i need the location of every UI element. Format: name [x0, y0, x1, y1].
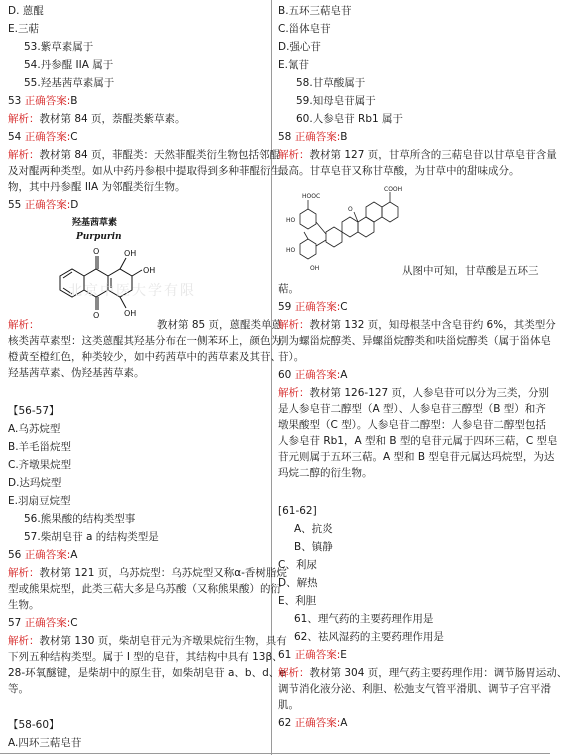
analysis-text: 教材第 304 页，理气药主要药理作用：调节肠胃运动、: [309, 667, 567, 679]
answer-value: C: [70, 131, 78, 143]
analysis-54-line-2: 及对醌两种类型。如从中药丹参根中提取得到多种菲醌衍生: [8, 165, 281, 177]
answer-label: 正确答案:: [294, 301, 341, 313]
analysis-text: 教材第 84 页，萘醌类紫草素。: [39, 113, 186, 125]
glycyrrhizic-acid-structure-figure: [282, 182, 403, 274]
analysis-53: [8, 112, 186, 126]
option-c: C.甾体皂苷: [278, 23, 331, 35]
option-b: B.五环三萜皂苷: [278, 5, 352, 17]
option-b: B.羊毛甾烷型: [8, 441, 72, 453]
answer-label: 正确答案:: [24, 617, 71, 629]
svg-text:HO: HO: [286, 247, 296, 254]
option-a: A、抗炎: [294, 523, 333, 535]
analysis-57: [8, 634, 287, 648]
analysis-57-line-3: 28-环氧醚键，是柴胡中的原生苷，如柴胡皂苷 a、b、d、e: [8, 667, 286, 679]
svg-text:OH: OH: [124, 249, 137, 258]
option-a: A.四环三萜皂苷: [8, 737, 82, 749]
option-e: E.三萜: [8, 23, 39, 35]
analysis-56-line-3: 生物。: [8, 599, 40, 611]
figure-name: Purpurin: [76, 232, 122, 242]
analysis-label: 解析：: [278, 149, 310, 161]
question-53: 53.紫草素属于: [24, 41, 94, 53]
answer-55: [8, 198, 78, 212]
analysis-58: [278, 148, 557, 162]
svg-text:HO: HO: [286, 217, 296, 224]
answer-label: 正确答案:: [294, 649, 341, 661]
answer-value: B: [70, 95, 78, 107]
answer-number: 60: [278, 369, 292, 381]
answer-value: A: [70, 549, 78, 561]
analysis-54: [8, 148, 280, 162]
answer-number: 53: [8, 95, 22, 107]
answer-value: A: [340, 369, 348, 381]
analysis-text: 教材第 127 页，甘草所含的三萜皂苷以甘草皂苷含量: [309, 149, 557, 161]
answer-label: 正确答案:: [24, 95, 71, 107]
analysis-label: 解析：: [8, 113, 40, 125]
svg-text:O: O: [93, 247, 100, 256]
analysis-60-line-3: 墩果酸型（C 型）。人参皂苷二醇型：人参皂苷二醇型包括: [278, 419, 546, 431]
answer-number: 62: [278, 717, 292, 729]
answer-label: 正确答案:: [294, 369, 341, 381]
watermark-text: 北京中医大学有限: [68, 283, 196, 299]
question-57: 57.柴胡皂苷 a 的结构类型是: [24, 531, 159, 543]
svg-text:HOOC: HOOC: [302, 193, 321, 200]
option-d: D、解热: [278, 577, 318, 589]
option-e: E.羽扇豆烷型: [8, 495, 71, 507]
option-c: C、利尿: [278, 559, 317, 571]
answer-label: 正确答案:: [24, 131, 71, 143]
analysis-58-line-3: 从图中可知，甘草酸是五环三: [402, 265, 539, 277]
group-header-61-62: [61-62]: [278, 505, 317, 517]
analysis-label: 解析：: [278, 387, 310, 399]
option-e: E、利胆: [278, 595, 317, 607]
answer-60: [278, 368, 347, 382]
analysis-55-line-1: 教材第 85 页，蒽醌类单蒽: [157, 319, 283, 331]
answer-value: E: [340, 649, 347, 661]
analysis-text: 教材第 121 页，乌苏烷型：乌苏烷型又称α-香树脂烷: [39, 567, 287, 579]
analysis-55-line-3: 橙黄至橙红色，种类较少，如中药茜草中的茜草素及其苷、: [8, 351, 281, 363]
answer-56: [8, 548, 77, 562]
svg-text:COOH: COOH: [384, 186, 403, 193]
option-b: B、镇静: [294, 541, 333, 553]
answer-label: 正确答案:: [24, 199, 71, 211]
analysis-label: 解析：: [8, 149, 40, 161]
question-55: 55.羟基茜草素属于: [24, 77, 115, 89]
analysis-text: 教材第 84 页，菲醌类：天然菲醌类衍生物包括邻醌: [39, 149, 281, 161]
answer-value: A: [340, 717, 348, 729]
analysis-60-line-6: 玛烷二醇的衍生物。: [278, 467, 373, 479]
question-59: 59.知母皂苷属于: [296, 95, 376, 107]
analysis-55-line-2: 核类茜草素型：这类蒽醌其羟基分布在一侧苯环上，颜色为: [8, 335, 281, 347]
answer-value: C: [340, 301, 348, 313]
svg-text:OH: OH: [143, 266, 156, 275]
answer-number: 55: [8, 199, 22, 211]
answer-label: 正确答案:: [24, 549, 71, 561]
answer-58: [278, 130, 347, 144]
analysis-59-line-3: 苷）。: [278, 351, 305, 363]
answer-number: 61: [278, 649, 292, 661]
answer-54: [8, 130, 78, 144]
answer-number: 58: [278, 131, 292, 143]
analysis-58-line-4: 萜。: [278, 283, 299, 295]
answer-62: [278, 716, 347, 730]
analysis-61-line-2: 调节消化液分泌、利胆、松弛支气管平滑肌、调节子宫平滑: [278, 683, 551, 695]
glycyrrhizic-acid-structure: [282, 182, 403, 274]
answer-53: [8, 94, 77, 108]
answer-label: 正确答案:: [294, 717, 341, 729]
answer-number: 54: [8, 131, 22, 143]
answer-value: C: [70, 617, 78, 629]
analysis-text: 教材第 132 页，知母根茎中含皂苷约 6%，其类型分: [309, 319, 556, 331]
answer-59: [278, 300, 348, 314]
option-d: D.达玛烷型: [8, 477, 62, 489]
svg-text:O: O: [93, 311, 100, 320]
analysis-60: [278, 386, 549, 400]
analysis-60-line-2: 是人参皂苷二醇型（A 型）、人参皂苷三醇型（B 型）和齐: [278, 403, 546, 415]
analysis-label: 解析：: [8, 635, 40, 647]
analysis-57-line-4: 等。: [8, 683, 29, 695]
answer-number: 59: [278, 301, 292, 313]
answer-number: 57: [8, 617, 22, 629]
analysis-61-line-3: 肌。: [278, 699, 299, 711]
answer-57: [8, 616, 78, 630]
analysis-56-line-2: 型或熊果烷型，此类三萜大多是乌苏酸（又称熊果酸）的衍: [8, 583, 281, 595]
analysis-56: [8, 566, 287, 580]
analysis-label: 解析：: [278, 319, 310, 331]
analysis-55: [8, 318, 40, 332]
analysis-59-line-2: 别为螺甾烷醇类、异螺甾烷醇类和呋甾烷醇类（属于甾体皂: [278, 335, 551, 347]
analysis-label: 解析：: [8, 319, 40, 331]
analysis-54-line-3: 物，其中丹参醌 IIA 为邻醌类衍生物。: [8, 181, 186, 193]
analysis-58-line-2: 最高。甘草皂苷又称甘草酸，为甘草中的甜味成分。: [278, 165, 520, 177]
svg-text:O: O: [348, 206, 353, 213]
analysis-55-line-4: 羟基茜草素、伪羟基茜草素。: [8, 367, 145, 379]
question-58: 58.甘草酸属于: [296, 77, 366, 89]
analysis-61: [278, 666, 567, 680]
option-e: E.氰苷: [278, 59, 309, 71]
analysis-label: 解析：: [8, 567, 40, 579]
svg-text:OH: OH: [310, 265, 320, 272]
page-bottom-border: [0, 753, 550, 754]
analysis-text: 教材第 130 页，柴胡皂苷元为齐墩果烷衍生物，具有: [39, 635, 287, 647]
answer-61: [278, 648, 347, 662]
analysis-57-line-2: 下列五种结构类型。属于 I 型的皂苷，其结构中具有 13β、: [8, 651, 283, 663]
question-56: 56.熊果酸的结构类型事: [24, 513, 136, 525]
analysis-60-line-4: 人参皂苷 Rb1，A 型和 B 型的皂苷元属于四环三萜，C 型皂: [278, 435, 558, 447]
group-header-58-60: 【58-60】: [8, 719, 60, 731]
svg-text:OH: OH: [124, 309, 137, 318]
question-62: 62、祛风湿药的主要药理作用是: [294, 631, 444, 643]
question-60: 60.人参皂苷 Rb1 属于: [296, 113, 404, 125]
question-54: 54.丹参醌 IIA 属于: [24, 59, 114, 71]
option-d: D.强心苷: [278, 41, 321, 53]
analysis-label: 解析：: [278, 667, 310, 679]
option-c: C.齐墩果烷型: [8, 459, 72, 471]
answer-number: 56: [8, 549, 22, 561]
answer-value: B: [340, 131, 348, 143]
figure-title: 羟基茜草素: [72, 218, 118, 228]
analysis-60-line-5: 苷元则属于五环三萜。A 型和 B 型皂苷元属达玛烷型，为达: [278, 451, 555, 463]
question-61: 61、理气药的主要药理作用是: [294, 613, 434, 625]
group-header-56-57: 【56-57】: [8, 405, 60, 417]
analysis-59: [278, 318, 556, 332]
option-a: A.乌苏烷型: [8, 423, 61, 435]
analysis-text: 教材第 126-127 页，人参皂苷可以分为三类，分别: [309, 387, 550, 399]
option-d: D. 蒽醌: [8, 5, 44, 17]
answer-label: 正确答案:: [294, 131, 341, 143]
answer-value: D: [70, 199, 79, 211]
purpurin-structure-figure: [40, 216, 180, 320]
